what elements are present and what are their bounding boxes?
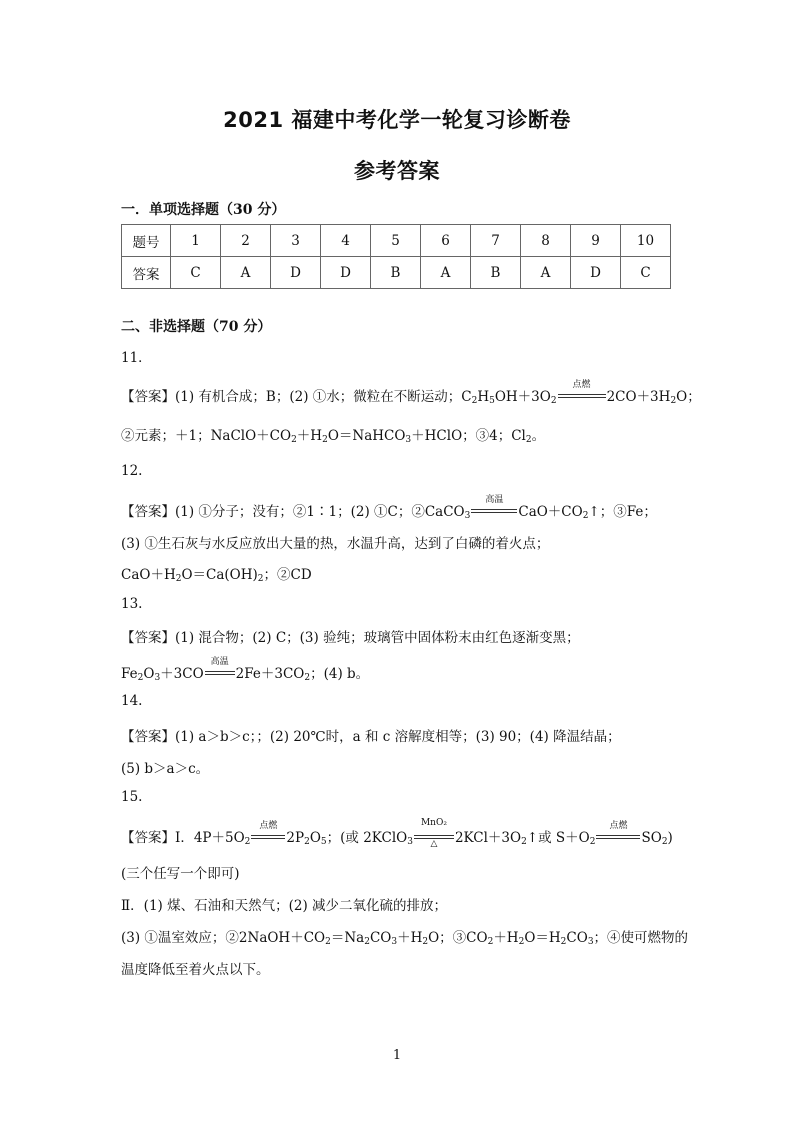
q12-answer-line3: $CaO+H_2O=Ca(OH)_2$；②CD	[121, 567, 312, 584]
q15-answer-line2: (三个任写一个即可)	[121, 866, 240, 882]
q12-answer-line2: (3) ①生石灰与水反应放出大量的热，水温升高，达到了白磷的着火点；	[121, 536, 550, 552]
q14-answer-line1: 【答案】(1) a＞b＞c；；(2) 20℃时，a 和 c 溶解度相等；(3) 90；(4) 降温结晶；	[121, 729, 621, 745]
table-cell: C	[621, 257, 671, 289]
reaction-condition-arrow: MnO₂ △	[414, 830, 454, 846]
reaction-condition-arrow: 点燃	[558, 389, 606, 405]
q12-number: 12.	[121, 463, 143, 479]
q15-answer-line3: Ⅱ．(1) 煤、石油和天然气；(2) 减少二氧化硫的排放；	[121, 898, 448, 914]
q15-number: 15.	[121, 789, 143, 805]
q11-number: 11．	[121, 350, 152, 366]
page-number: 1	[392, 1048, 402, 1063]
q15-answer-line5: 温度降低至着火点以下。	[121, 962, 270, 978]
table-cell: 2	[221, 225, 271, 257]
table-cell: 8	[521, 225, 571, 257]
table-cell: 5	[371, 225, 421, 257]
table-cell: D	[271, 257, 321, 289]
section2-heading: 二、非选择题（70 分）	[121, 319, 272, 335]
q12-answer-line1: 【答案】(1) ①分子；没有；②1∶1；(2) ①C；②CaCO$_3$ 高温 $CaO+CO_2↑$；③Fe；	[121, 495, 657, 521]
document-title: 2021 福建中考化学一轮复习诊断卷	[223, 108, 571, 132]
q13-answer-line2: $Fe_2O_3+3CO$ 高温 $2Fe+3CO_2$；(4) b。	[121, 657, 370, 683]
reaction-condition-arrow: 高温	[471, 504, 517, 520]
table-cell: 4	[321, 225, 371, 257]
table-cell: 6	[421, 225, 471, 257]
q14-answer-line2: (5) b＞a＞c。	[121, 761, 210, 777]
table-cell: B	[471, 257, 521, 289]
table-cell: A	[421, 257, 471, 289]
q15-answer-line1: 【答案】I．$4P+5O_2$ 点燃 $2P_2O_5$；(或 2KClO$_3$ MnO₂ △ $2KCl+3O_2↑$或 $S+O_2$ 点燃 $SO_2$)	[121, 818, 673, 849]
reaction-condition-arrow: 高温	[205, 666, 235, 682]
q13-number: 13.	[121, 596, 143, 612]
q14-number: 14.	[121, 693, 143, 709]
section1-heading: 一．单项选择题（30 分）	[121, 202, 286, 218]
table-header-cell: 答案	[122, 257, 171, 289]
q15-answer-line4: (3) ①温室效应；$②2NaOH+CO_2=Na_2CO_3+H_2O$；$③CO_2+H_2O=H_2CO_3$；④使可燃物的	[121, 930, 689, 947]
answer-table	[121, 224, 671, 289]
table-row-answers	[122, 257, 671, 289]
table-cell: A	[521, 257, 571, 289]
table-cell: 10	[621, 225, 671, 257]
reaction-condition-arrow: 点燃	[251, 830, 285, 846]
table-header-cell: 题号	[122, 225, 171, 257]
table-cell: D	[571, 257, 621, 289]
table-cell: B	[371, 257, 421, 289]
table-cell: 3	[271, 225, 321, 257]
table-cell: 9	[571, 225, 621, 257]
table-cell: D	[321, 257, 371, 289]
q11-answer-line1: 【答案】(1) 有机合成；B；(2) ①水；微粒在不断运动；$C_2H_5OH+3O_2$ 点燃 $2CO+3H_2O$；	[121, 380, 701, 406]
table-cell: A	[221, 257, 271, 289]
q13-answer-line1: 【答案】(1) 混合物；(2) C；(3) 验纯；玻璃管中固体粉末由红色逐渐变黑；	[121, 630, 580, 646]
table-row-numbers	[122, 225, 671, 257]
table-cell: C	[171, 257, 221, 289]
q11-answer-line2: ②元素；＋1；$NaClO+CO_2+H_2O=NaHCO_3+HClO$；③4；$Cl_2$。	[121, 428, 546, 445]
document-subtitle: 参考答案	[354, 159, 440, 183]
table-cell: 7	[471, 225, 521, 257]
table-cell: 1	[171, 225, 221, 257]
reaction-condition-arrow: 点燃	[596, 830, 640, 846]
